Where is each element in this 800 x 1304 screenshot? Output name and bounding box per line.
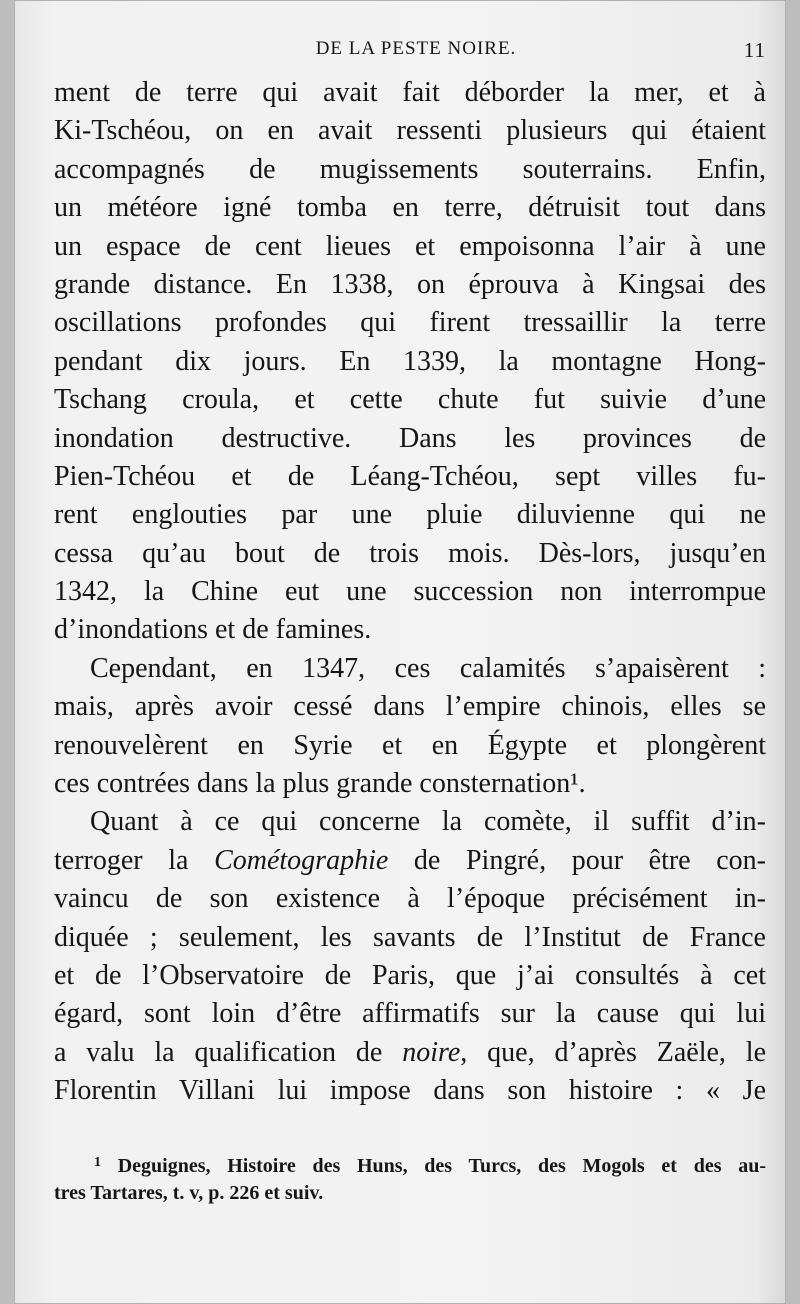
book-page [14,0,786,1304]
text-line: inondation destructive. Dans les provinces de [54,422,766,454]
text-line [54,842,766,880]
text-line: diquée ; seulement, les savants de l’Institut de France [54,921,766,953]
text-line: d’inondations et de famines. [54,614,372,646]
text-line: Quant à ce qui concerne la comète, il suffit d’in- [90,806,766,838]
text-line: un espace de cent lieues et empoisonna l’air à une [54,230,766,262]
text-line: grande distance. En 1338, on éprouva à Kingsai des [54,268,766,300]
text-line: égard, sont loin d’être affirmatifs sur la cause qui lui [54,998,766,1030]
text-line: ment de terre qui avait fait déborder la mer, et à [54,77,766,108]
text-segment: de Pingré, pour être con- [413,844,766,876]
page-number: 11 [743,38,766,62]
text-line: et de l’Observatoire de Paris, que j’ai consultés à cet [54,959,766,991]
footnote-line: tres Tartares, t. v, p. 226 et suiv. [54,1182,324,1204]
text-line: Tschang croula, et cette chute fut suivie d’une [54,384,766,416]
text-line [54,1034,766,1072]
running-title: DE LA PESTE NOIRE. [315,38,517,59]
text-line: Cependant, en 1347, ces calamités s’apaisèrent : [90,652,766,684]
text-line: vaincu de son existence à l’époque précisément in- [54,883,766,915]
text-line: un météore igné tomba en terre, détruisit tout dans [54,192,766,224]
text-line: rent englouties par une pluie diluvienne qui ne [54,499,766,531]
footnote-line [54,1148,766,1178]
footnote-marker: 1 [94,1155,101,1170]
italic-title: Cométographie [214,844,389,876]
text-line: 1342, la Chine eut une succession non interrompue [54,576,766,608]
text-line: pendant dix jours. En 1339, la montagne Hong- [54,345,766,377]
text-line: Ki-Tschéou, on en avait ressenti plusieurs qui étaient [54,115,766,147]
text-segment: a valu la qualification de [54,1036,383,1068]
footnote [54,1148,766,1208]
text-line: Pien-Tchéou et de Léang-Tchéou, sept villes fu- [54,460,766,492]
italic-word: noire [402,1036,461,1068]
text-line: cessa qu’au bout de trois mois. Dès-lors, jusqu’en [54,537,766,569]
text-segment: , que, d’après Zaële, le [460,1036,767,1068]
text-line: ces contrées dans la plus grande consternation¹. [54,768,586,800]
text-line: mais, après avoir cessé dans l’empire chinois, elles se [54,691,766,723]
body-text [54,74,766,1111]
text-line: renouvelèrent en Syrie et en Égypte et plongèrent [54,729,766,761]
text-line: Florentin Villani lui impose dans son histoire : « Je [54,1075,766,1107]
text-line: accompagnés de mugissements souterrains. Enfin, [54,153,766,185]
running-head [66,38,766,68]
text-segment: terroger la [54,844,189,876]
text-line: oscillations profondes qui firent tressaillir la terre [54,307,766,339]
footnote-text: Deguignes, Histoire des Huns, des Turcs, des Mogols et des au- [117,1155,766,1177]
